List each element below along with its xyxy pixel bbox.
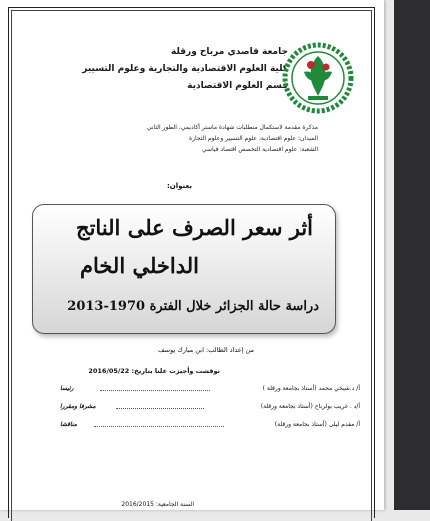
jury-member-role: رئيسا <box>60 385 74 392</box>
jury-member <box>60 385 360 403</box>
jury-member <box>60 421 360 439</box>
dotted-leader <box>116 408 204 409</box>
thesis-info <box>28 122 318 155</box>
dotted-leader <box>100 390 210 391</box>
title-box <box>32 204 336 334</box>
student-name: من إعداد الطالب: ابن مبارك يوسف <box>157 346 254 354</box>
thesis-info-line: الميدان: علوم اقتصادية، علوم التسيير وعلوم التجارة <box>188 135 318 142</box>
jury-member-name: أ/ مقدم ليلى (أستاذ بجامعة ورقلة) <box>274 421 360 428</box>
university-name: جامعة قاصدي مرباح ورقلة <box>170 47 288 57</box>
thesis-info-line: مذكرة مقدمة لاستكمال متطلبات شهادة ماستر أكاديمي، الطور الثاني <box>146 124 318 131</box>
thesis-info-line: الشعبة: علوم اقتصادية التخصص اقتصاد قياسي <box>202 146 318 153</box>
jury-list <box>60 385 360 439</box>
jury-member-role: مشرفا ومقررا <box>60 403 96 410</box>
department-name: قسم العلوم الاقتصادية <box>187 81 288 91</box>
viewer-right-panel <box>394 0 430 510</box>
title-line-2: الداخلي الخام <box>79 253 199 278</box>
university-logo <box>280 38 356 118</box>
title-line-1: أثر سعر الصرف على الناتج <box>76 215 313 240</box>
university-header <box>82 44 288 95</box>
title-label: بعنوان: <box>167 182 192 190</box>
jury-member-name: أ/ د.شيخي محمد (أستاذ بجامعة ورقلة ) <box>262 385 360 392</box>
jury-member-name: أ/د . غريب بولرباح (أستاذ بجامعة ورقلة) <box>260 403 360 410</box>
academic-year: السنة الجامعية: 2016/2015 <box>121 501 194 508</box>
defense-date: نوقشت وأجيزت علنا بتاريخ: 2016/05/22 <box>88 367 220 375</box>
jury-member <box>60 403 360 421</box>
title-subtitle: دراسة حالة الجزائر خلال الفترة 1970-2013 <box>67 299 319 314</box>
dotted-leader <box>94 426 224 427</box>
jury-member-role: مناقشا <box>60 421 77 428</box>
faculty-name: كلية العلوم الاقتصادية والتجارية وعلوم التسيير <box>82 64 288 74</box>
